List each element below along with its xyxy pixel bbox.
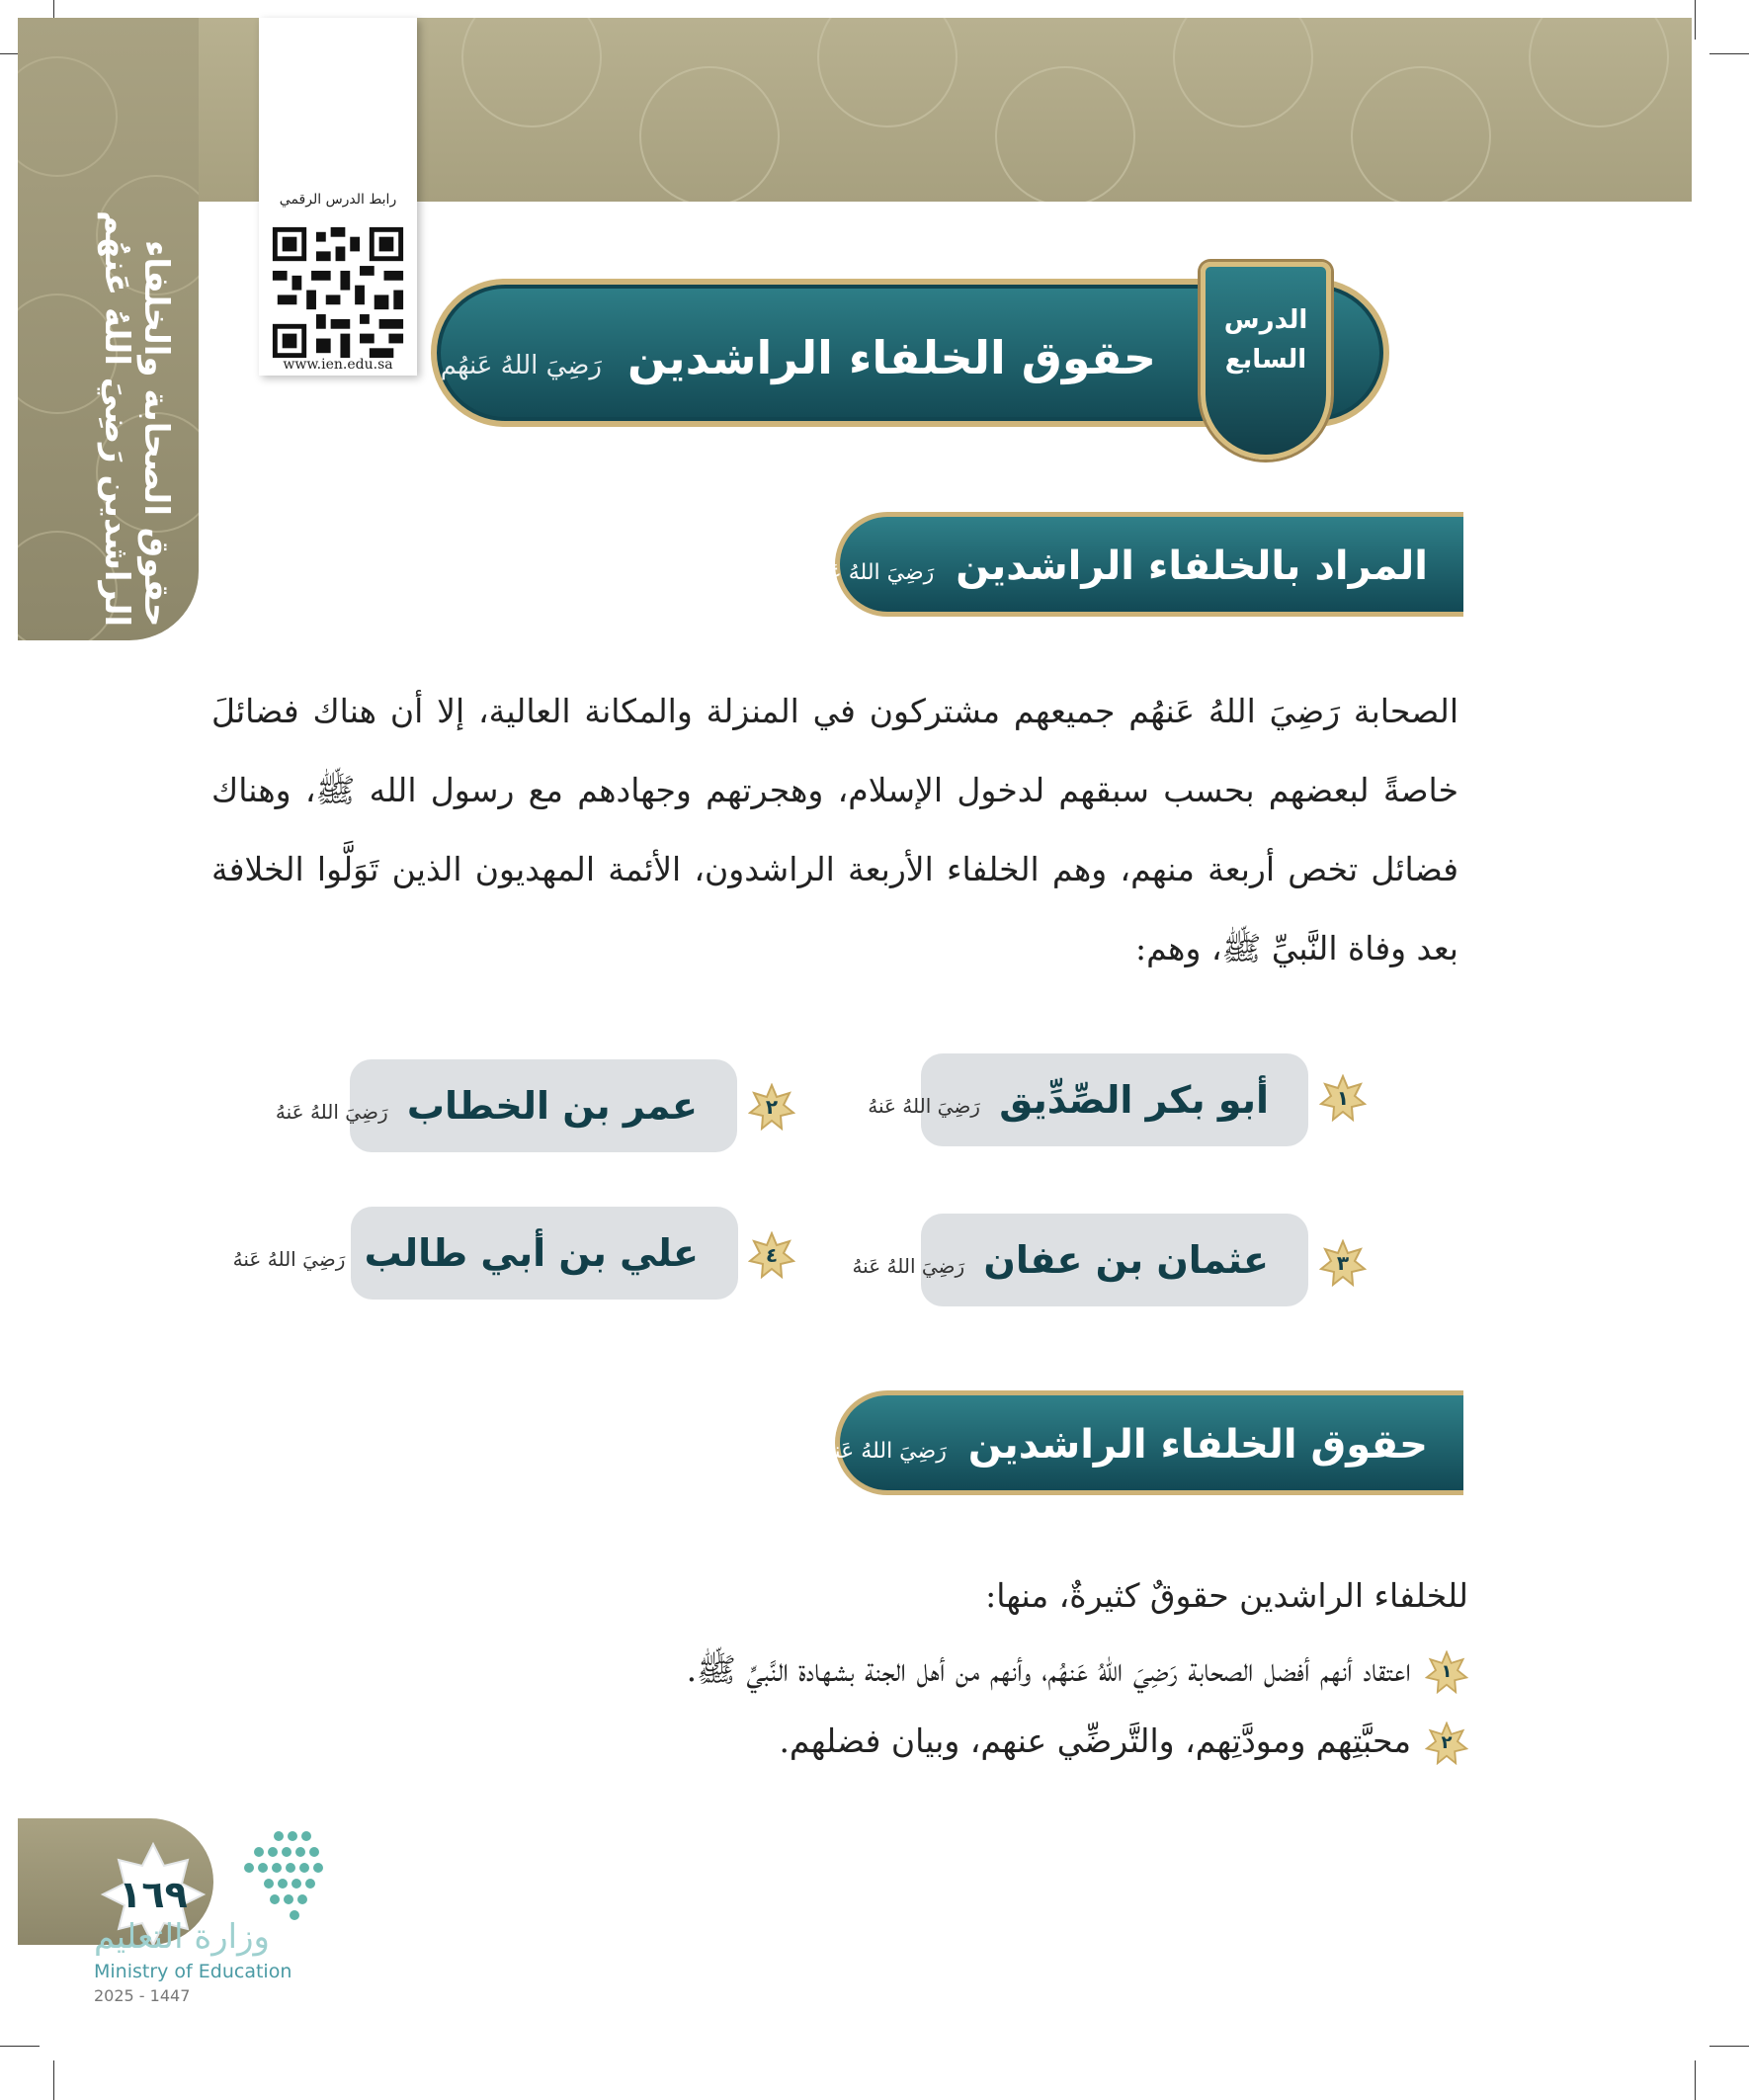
crop-mark [0, 2046, 40, 2047]
caliph-honorific: رَضِيَ اللهُ عَنهُ [868, 1094, 980, 1118]
section-title-honorific: رَضِيَ اللهُ عَنهُم [797, 560, 935, 585]
crop-mark [1695, 2060, 1696, 2100]
list-item [779, 1714, 1468, 1769]
caliph-name [852, 1214, 1269, 1306]
crop-mark [1709, 2046, 1749, 2047]
list-item [687, 1642, 1468, 1698]
number-star-icon [1425, 1650, 1468, 1694]
caliph-name-text: أبو بكر الصِّدِّيق [999, 1078, 1269, 1122]
caliph-pill-uthman [852, 1214, 1308, 1306]
number-star-icon [1319, 1074, 1367, 1122]
caliph-number: ٤ [765, 1243, 779, 1267]
crop-mark [1709, 53, 1749, 54]
list-item-text: محبَّتِهم ومودَّتِهم، والتَّرضِّي عنهم، وبيان فضلهم. [779, 1722, 1411, 1760]
lesson-title [441, 318, 1156, 397]
number-star-icon [1319, 1239, 1367, 1287]
edition-year: 2025 - 1447 [94, 1986, 191, 2005]
crop-mark [1695, 0, 1696, 40]
list-item-text: اعتقاد أنهم أفضل الصحابة رَضِيَ اللهُ عَنهُم، وأنهم من أهل الجنة بشهادة النَّبيِّ ﷺ. [686, 1650, 1411, 1689]
caliph-name [276, 1059, 698, 1152]
caliph-number: ١ [1336, 1086, 1350, 1110]
section-header-meaning [797, 512, 1463, 617]
number-star-icon [1425, 1722, 1468, 1765]
caliph-honorific: رَضِيَ اللهُ عَنهُ [275, 1100, 388, 1124]
caliph-honorific: رَضِيَ اللهُ عَنهُ [232, 1247, 346, 1271]
digital-lesson-link-card[interactable] [259, 18, 417, 376]
caliph-pill-ali [232, 1207, 738, 1300]
lesson-title-honorific: رَضِيَ اللهُ عَنهُم [440, 351, 602, 380]
section-title-text: حقوق الخلفاء الراشدين [967, 1422, 1428, 1468]
ministry-name-english: Ministry of Education [94, 1961, 292, 1982]
caliph-name-text: عمر بن الخطاب [406, 1084, 698, 1128]
caliph-name [233, 1207, 699, 1300]
qr-code-icon[interactable] [268, 222, 408, 363]
caliph-name-text: علي بن أبي طالب [364, 1231, 699, 1275]
caliph-name-text: عثمان بن عفان [983, 1238, 1269, 1282]
crop-mark [53, 2060, 54, 2100]
list-item-number: ٢ [1441, 1732, 1453, 1753]
section-title [810, 1417, 1428, 1479]
lesson-number-label: الدرس السابع [1223, 305, 1308, 375]
caliph-number: ٢ [765, 1095, 779, 1119]
section-title [797, 539, 1428, 601]
intro-paragraph: الصحابة رَضِيَ اللهُ عَنهُم جميعهم مشتركون في المنزلة والمكانة العالية، إلا أن هناك فضائلَ خاصةً لبعضهم بحسب سبقهم لدخول الإسلام، وهجرتهم وجهادهم مع رسول الله ﷺ، وهناك فضائل تخص أربعة منهم، وهم الخلفاء الأربعة الراشدون، الأئمة المهديون الذين تَوَلَّوا الخلافة بعد وفاة النَّبيِّ ﷺ، وهم: [211, 692, 1458, 967]
section-header-rights [809, 1390, 1463, 1495]
caliph-honorific: رَضِيَ اللهُ عَنهُ [852, 1254, 965, 1278]
qr-caption: رابط الدرس الرقمي [279, 192, 397, 208]
qr-url[interactable]: www.ien.edu.sa [283, 357, 393, 373]
ministry-name-arabic: وزارة التعليم [94, 1917, 270, 1957]
list-item-number: ١ [1441, 1661, 1453, 1682]
page-number: ١٦٩ [119, 1873, 188, 1916]
number-star-icon [748, 1231, 795, 1279]
caliph-number: ٣ [1336, 1251, 1350, 1275]
section-title-honorific: رَضِيَ اللهُ عَنهُم [809, 1439, 947, 1464]
rights-intro: للخلفاء الراشدين حقوقٌ كثيرةٌ، منها: [985, 1576, 1468, 1615]
number-star-icon [748, 1083, 795, 1131]
caliph-name [868, 1053, 1269, 1146]
lesson-number-badge [1201, 262, 1331, 460]
lesson-title-text: حقوق الخلفاء الراشدين [626, 331, 1156, 384]
chapter-title: حقوق الصحابة والخلفاء الراشدين رَضِيَ اللهُ عَنهُم [97, 210, 176, 627]
caliph-pill-umar [275, 1059, 737, 1152]
caliph-pill-abubakr [868, 1053, 1308, 1146]
section-title-text: المراد بالخلفاء الراشدين [956, 544, 1428, 589]
